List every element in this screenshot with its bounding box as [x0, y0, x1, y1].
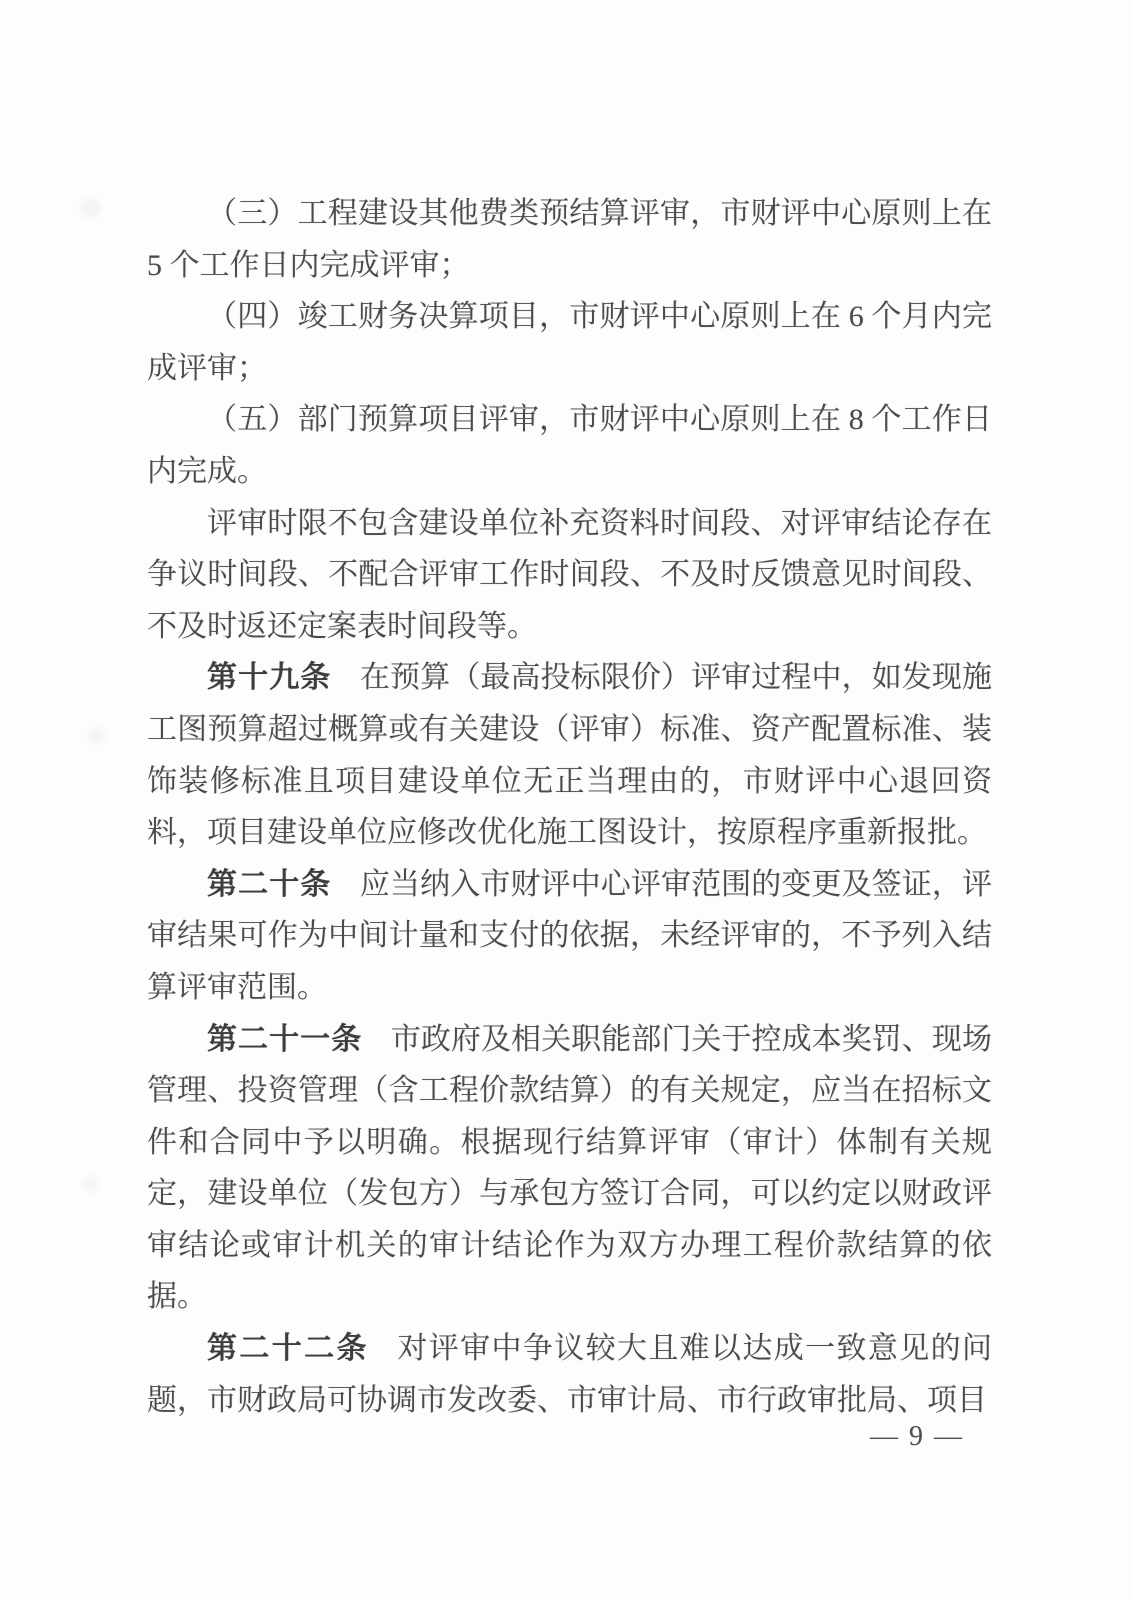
document-body [147, 188, 992, 1426]
paragraph [147, 498, 992, 653]
article-number: 第二十一条 [207, 1022, 363, 1056]
paragraph-text: 在预算（最高投标限价）评审过程中，如发现施工图预算超过概算或有关建设（评审）标准、资产配置标准、装饰装修标准且项目建设单位无正当理由的，市财评中心退回资料，项目建设单位应修改优化施工图设计，按原程序重新报批。 [147, 661, 993, 850]
paragraph-text: （四）竣工财务决算项目，市财评中心原则上在 6 个月内完成评审； [147, 300, 992, 385]
paragraph-text: 评审时限不包含建设单位补充资料时间段、对评审结论存在争议时间段、不配合评审工作时间段、不及时反馈意见时间段、不及时返还定案表时间段等。 [147, 506, 992, 643]
paragraph [147, 859, 992, 1014]
article-number: 第十九条 [207, 661, 332, 695]
page-number: — 9 — [870, 1421, 964, 1452]
article-number: 第二十二条 [207, 1332, 369, 1366]
paragraph [147, 652, 992, 858]
paragraph-text: 市政府及相关职能部门关于控成本奖罚、现场管理、投资管理（含工程价款结算）的有关规定，应当在招标文件和合同中予以明确。根据现行结算评审（审计）体制有关规定，建设单位（发包方）与承包方签订合同，可以约定以财政评审结论或审计机关的审计结论作为双方办理工程价款结算的依据。 [147, 1022, 992, 1314]
paragraph [147, 188, 992, 291]
paragraph-text: 应当纳入市财评中心评审范围的变更及签证，评审结果可作为中间计量和支付的依据，未经评审的，不予列入结算评审范围。 [147, 867, 993, 1004]
paragraph-text: 对评审中争议较大且难以达成一致意见的问题，市财政局可协调市发改委、市审计局、市行政审批局、项目 [147, 1332, 993, 1417]
paragraph [147, 291, 992, 394]
paragraph [147, 394, 992, 497]
paragraph [147, 1014, 992, 1324]
paragraph-text: （五）部门预算项目评审，市财评中心原则上在 8 个工作日内完成。 [147, 403, 992, 488]
paragraph-text: （三）工程建设其他费类预结算评审，市财评中心原则上在 5 个工作日内完成评审； [147, 197, 992, 282]
article-number: 第二十条 [207, 867, 332, 901]
paragraph [147, 1323, 992, 1426]
